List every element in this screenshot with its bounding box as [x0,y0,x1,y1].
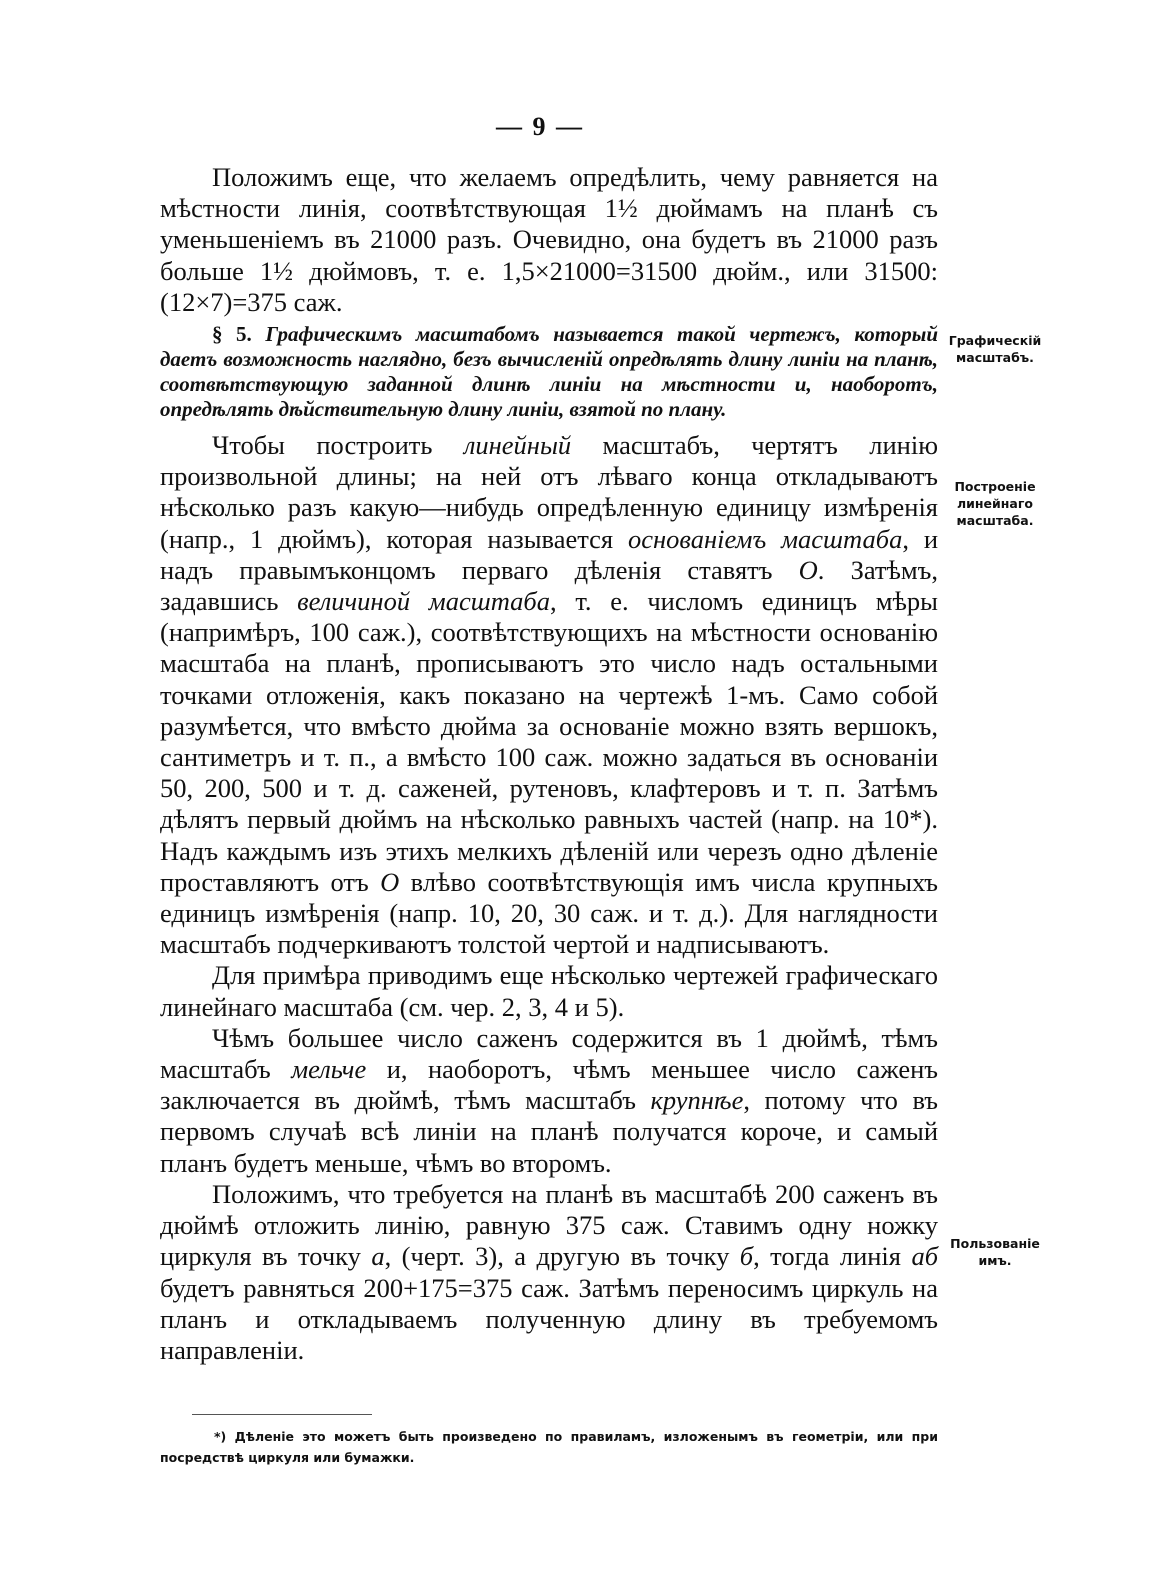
text-run: влѣво соотвѣтствующія имъ числа крупныхъ единицъ измѣренія (напр. 10, 20, 30 саж. и т. д.). Для наглядности масштабъ подчеркиваютъ толстой чертой и надписываютъ. [160,866,938,960]
italic-term: величиной масштаба [297,586,550,617]
paragraph-examples: Для примѣра приводимъ еще нѣсколько чертежей графическаго линейнаго масштаба (см. чер. 2, 3, 4 и 5). [160,960,938,1022]
italic-term: О [798,554,818,585]
text-run: , (черт. 3), а другую въ точку [384,1241,740,1272]
footnote: *) Дѣленіе это можетъ быть произведено по правиламъ, изложенымъ въ геометріи, или при посредствѣ циркуля или бумажки. [160,1429,938,1465]
paragraph-definition [160,322,938,422]
italic-term: основаніемъ масштаба [627,523,903,554]
text-run: , т. е. числомъ единицъ мѣры (напримѣръ, 100 саж.), соотвѣтствующихъ на мѣстности основанію масштаба на планѣ, прописываютъ это число надъ остальными точками отложенія, какъ показано на чертежѣ 1-мъ. Само собой разумѣется, что вмѣсто дюйма за основаніе можно взять вершокъ, сантиметръ и т. п., а вмѣсто 100 саж. можно задаться въ основаніи 50, 200, 500 и т. д. саженей, рутеновъ, клафтеровъ и т. п. Затѣмъ дѣлятъ первый дюймъ на нѣсколько равныхъ частей (напр. на 10*). Надъ каждымъ изъ этихъ мелкихъ дѣленій или черезъ одно дѣленіе проставляютъ отъ [160,586,938,897]
text-run: , потому что въ первомъ случаѣ всѣ линіи на планѣ получатся короче, и самый планъ будетъ меньше, чѣмъ во второмъ. [160,1085,938,1178]
italic-term: б [739,1241,754,1272]
margin-note-linear-scale: Построеніе линейнаго масштаба. [954,479,1036,528]
page-number: — 9 — [496,112,584,141]
text-run: , тогда линія [753,1241,912,1272]
italic-term: а [371,1241,385,1272]
text-run: , и надъ правымъконцомъ перваго дѣленія ставятъ [160,523,939,585]
italic-term: линейный [463,430,572,461]
italic-term: крупнѣе [650,1085,744,1116]
definition-text: Графическимъ масштабомъ называется такой чертежъ, который даетъ возможность наглядно, безъ вычисленій опредѣлять длину линіи на планѣ, соотвѣтствующую заданной длинѣ линіи на мѣстности и, наоборотъ, опредѣлять дѣйствительную длину линіи, взятой по плану. [160,322,939,422]
text-run: Положимъ, что требуется на планѣ въ масштабѣ 200 саженъ въ дюймѣ отложить линію, равную 375 саж. Ставимъ одну ножку циркуля въ точку [160,1178,938,1272]
italic-term: О [380,866,400,897]
paragraph-scale-size [160,1023,938,1179]
paragraph-usage [160,1179,938,1366]
text-run: масштабъ, чертятъ линію произвольной длины; на ней отъ лѣваго конца откладываютъ нѣсколько разъ какую—нибудь опредѣленную единицу измѣренія (напр., 1 дюймъ), которая называется [160,430,938,554]
italic-term: мельче [291,1054,367,1085]
footnote-divider [192,1414,372,1415]
italic-term: аб [911,1241,939,1272]
main-text [160,162,938,1366]
margin-note-usage: Пользованіе имъ. [950,1236,1040,1268]
text-run: . Затѣмъ, задавшись [160,554,938,617]
section-mark: § 5. [212,322,252,347]
text-run: Чтобы построить [212,430,464,461]
paragraph-construction [160,430,938,960]
text-run: и, наоборотъ, чѣмъ меньшее число саженъ заключается въ дюймѣ, тѣмъ масштабъ [160,1054,938,1116]
text-run: будетъ равняться 200+175=375 саж. Затѣмъ переносимъ циркуль на планъ и откладываемъ полученную длину въ требуемомъ направленіи. [160,1272,938,1365]
paragraph-1: Положимъ еще, что желаемъ опредѣлить, чему равняется на мѣстности линія, соотвѣтствующая 1½ дюймамъ на планѣ съ уменьшеніемъ въ 21000 разъ. Очевидно, она будетъ въ 21000 разъ больше 1½ дюймовъ, т. е. 1,5×21000=31500 дюйм., или 31500:(12×7)=375 саж. [160,162,938,317]
margin-note-graphic-scale: Графическій масштабъ. [948,333,1042,365]
text-run: Чѣмъ большее число саженъ содержится въ 1 дюймѣ, тѣмъ масштабъ [160,1022,938,1085]
